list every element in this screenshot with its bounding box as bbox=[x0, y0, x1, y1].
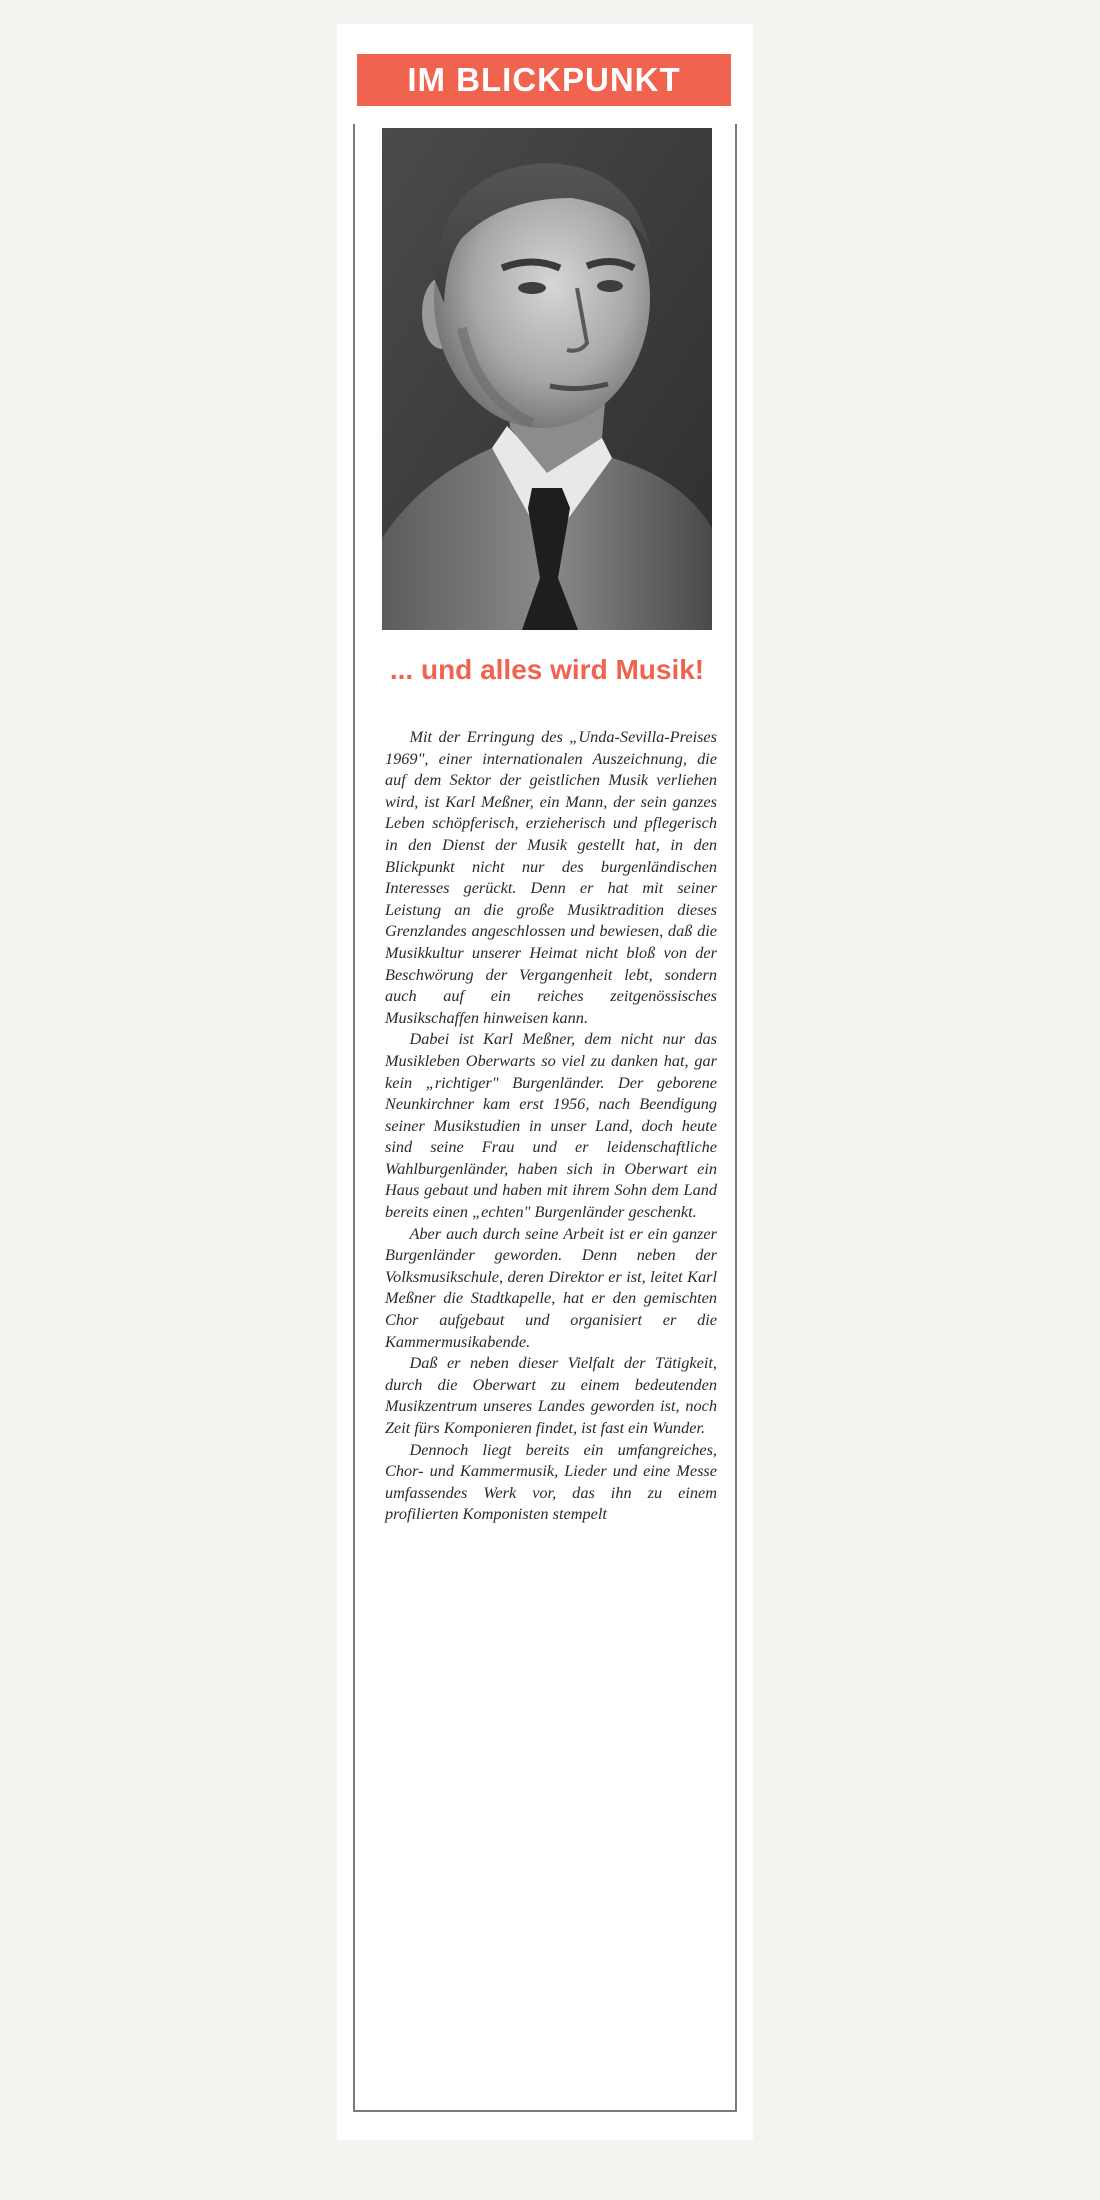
article-paragraph: Daß er neben dieser Vielfalt der Tätigkeit, durch die Oberwart zu einem bedeutenden Musikzentrum unseres Landes geworden ist, noch Zeit fürs Komponieren findet, ist fast ein Wunder. bbox=[385, 1353, 717, 1437]
article-paragraph: Dabei ist Karl Meßner, dem nicht nur das Musikleben Oberwarts so viel zu danken hat, gar kein „richtiger" Burgenländer. Der geborene Neunkirchner kam erst 1956, nach Beendigung seiner Musikstudien in unser Land, doch heute sind seine Frau und er leidenschaftliche Wahlburgenländer, haben sich in Oberwart ein Haus gebaut und haben mit ihrem Sohn dem Land bereits einen „echten" Burgenländer geschenkt. bbox=[385, 1029, 717, 1222]
article-headline: ... und alles wird Musik! bbox=[389, 654, 705, 685]
article-paragraph: Aber auch durch seine Arbeit ist er ein ganzer Burgenländer geworden. Denn neben der Volksmusikschule, deren Direktor er ist, leitet Karl Meßner die Stadtkapelle, hat er den gemischten Chor aufgebaut und organisiert er die Kammermusikabende. bbox=[385, 1223, 717, 1351]
newspaper-clipping bbox=[337, 24, 753, 2140]
article-body bbox=[385, 726, 717, 1525]
article-paragraph: Dennoch liegt bereits ein umfangreiches, Chor- und Kammermusik, Lieder und eine Messe umfassendes Werk vor, das ihn zu einem profilierten Komponisten stempelt bbox=[385, 1439, 717, 1524]
section-header: IM BLICKPUNKT bbox=[357, 54, 731, 106]
article-paragraph: Mit der Erringung des „Unda-Sevilla-Preises 1969", einer internationalen Auszeichnung, die auf dem Sektor der geistlichen Musik verliehen wird, ist Karl Meßner, ein Mann, der sein ganzes Leben schöpferisch, erzieherisch und pflegerisch in den Dienst der Musik gestellt hat, in den Blickpunkt nicht nur des burgenländischen Interesses gerückt. Denn er hat mit seiner Leistung an die große Musiktradition dieses Grenzlandes angeschlossen und bewiesen, daß die Musikkultur unserer Heimat nicht bloß von der Beschwörung der Vergangenheit lebt, sondern auch auf ein reiches zeitgenössisches Musikschaffen hinweisen kann. bbox=[385, 727, 717, 1027]
portrait-photo bbox=[382, 128, 712, 630]
frame-left-rule bbox=[353, 124, 355, 2112]
frame-bottom-rule bbox=[353, 2110, 737, 2112]
frame-right-rule bbox=[735, 124, 737, 2112]
